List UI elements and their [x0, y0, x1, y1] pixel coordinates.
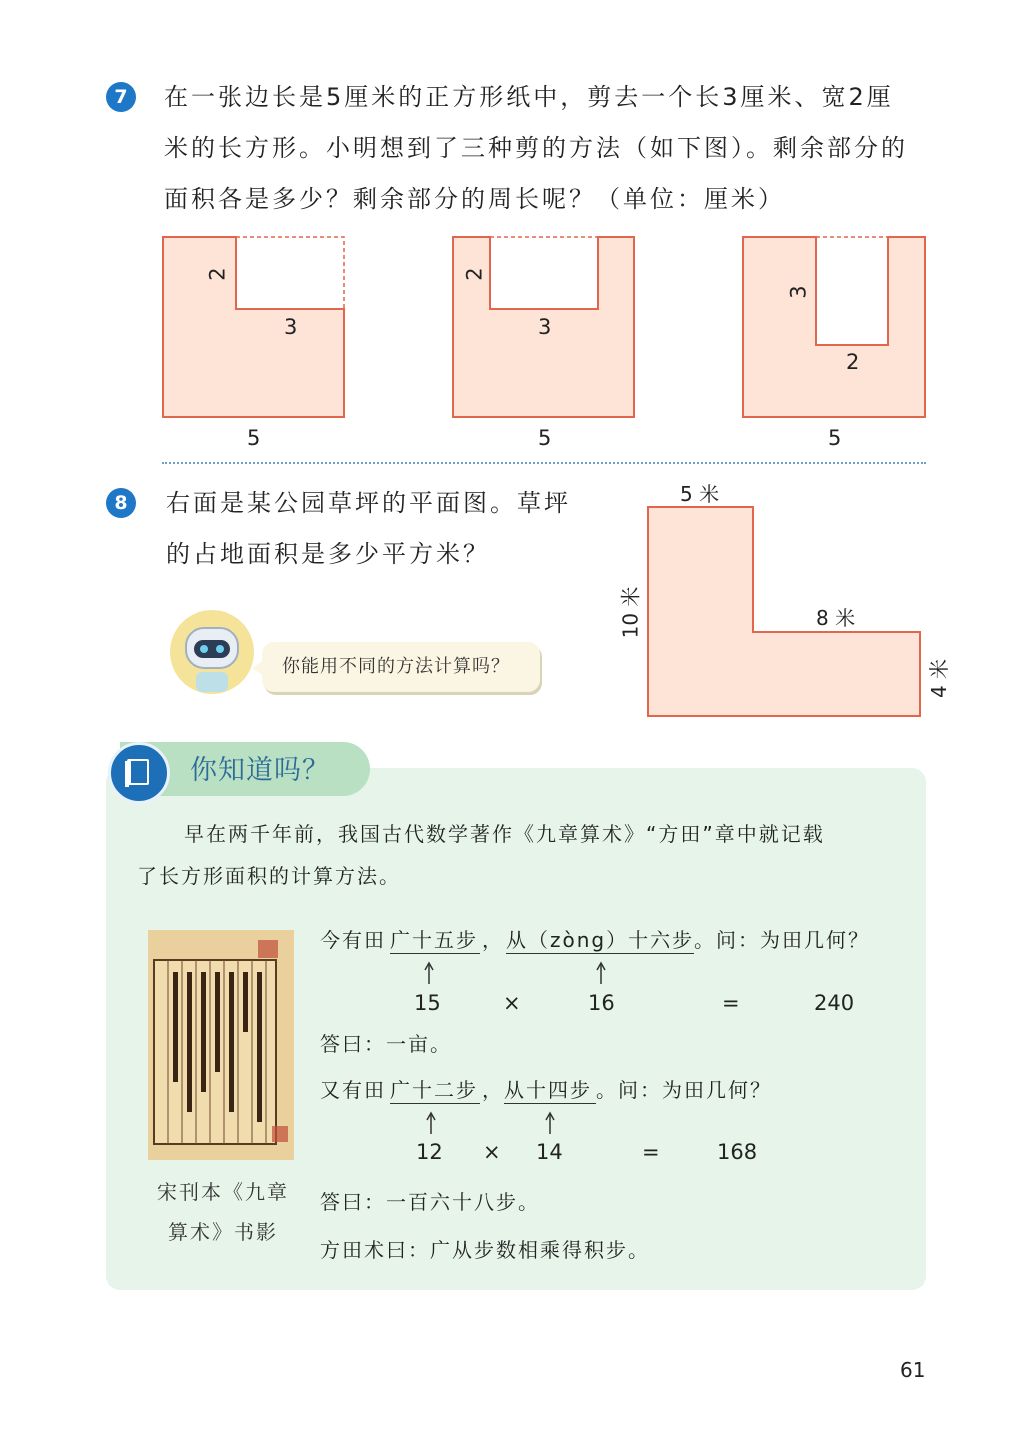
question-number-8: 8: [106, 488, 136, 518]
fig1-cut-width-label: 2: [205, 267, 230, 281]
history-paragraph-line-1: 早在两千年前，我国古代数学著作《九章算术》“方田”章中就记载: [184, 822, 825, 846]
eq2-b: 14: [536, 1140, 563, 1164]
row2-length: 从十四步: [504, 1078, 592, 1102]
lawn-top-label: 5 米: [680, 482, 720, 506]
history-paragraph-line-2: 了长方形面积的计算方法。: [137, 864, 401, 888]
eq2-result: 168: [717, 1140, 758, 1164]
eq1-equals: =: [722, 991, 740, 1015]
speech-bubble: 你能用不同的方法计算吗？: [262, 642, 540, 692]
lawn-right-label: 4 米: [927, 658, 952, 699]
row1-question: 。问：为田几何？: [694, 928, 870, 952]
row2-question: 。问：为田几何？: [596, 1078, 772, 1102]
did-you-know-title: 你知道吗？: [190, 755, 330, 786]
row2-length-underline: [504, 1103, 596, 1104]
eq2-equals: =: [642, 1140, 660, 1164]
answer-2: 答曰：一百六十八步。: [320, 1190, 540, 1214]
fig1-cut-length-label: 3: [284, 315, 298, 339]
row1-comma: ，: [482, 928, 504, 952]
area-rule: 方田术曰：广从步数相乘得积步。: [320, 1238, 650, 1262]
row1-length: 从（zòng）十六步: [506, 928, 695, 952]
fig1-side-label: 5: [247, 426, 261, 450]
eq1-b: 16: [588, 991, 615, 1015]
eq2-a: 12: [416, 1140, 443, 1164]
q7-line-2: 米的长方形。小明想到了三种剪的方法（如下图）。剩余部分的: [164, 134, 908, 162]
image-caption-line-2: 算术》书影: [168, 1220, 278, 1244]
fig2-cut-length-label: 3: [538, 315, 552, 339]
row1-width: 广十五步: [390, 928, 478, 952]
row2-width: 广十二步: [390, 1078, 478, 1102]
lawn-mid-label: 8 米: [816, 606, 856, 630]
q7-line-3: 面积各是多少？剩余部分的周长呢？（单位：厘米）: [164, 185, 785, 213]
fig3-cut-width-label: 2: [846, 350, 860, 374]
eq1-result: 240: [814, 991, 855, 1015]
q8-line-2: 的占地面积是多少平方米？: [166, 540, 490, 568]
eq1-a: 15: [414, 991, 441, 1015]
image-caption-line-1: 宋刊本《九章: [157, 1180, 289, 1204]
row2-comma: ，: [482, 1078, 504, 1102]
page-number: 61: [900, 1358, 926, 1382]
fig3-side-label: 5: [828, 426, 842, 450]
row2-width-underline: [390, 1103, 480, 1104]
row2-prefix: 又有田: [320, 1078, 386, 1102]
lawn-left-label: 10 米: [618, 586, 643, 639]
eq2-times: ×: [483, 1140, 501, 1164]
eq1-times: ×: [503, 991, 521, 1015]
fig3-cut-length-label: 3: [786, 285, 811, 299]
q7-line-1: 在一张边长是5厘米的正方形纸中，剪去一个长3厘米、宽2厘: [164, 83, 894, 111]
row1-prefix: 今有田: [320, 928, 386, 952]
question-number-7: 7: [106, 82, 136, 112]
q8-line-1: 右面是某公园草坪的平面图。草坪: [166, 489, 571, 517]
answer-1: 答曰：一亩。: [320, 1032, 452, 1056]
fig2-cut-width-label: 2: [462, 267, 487, 281]
fig2-side-label: 5: [538, 426, 552, 450]
